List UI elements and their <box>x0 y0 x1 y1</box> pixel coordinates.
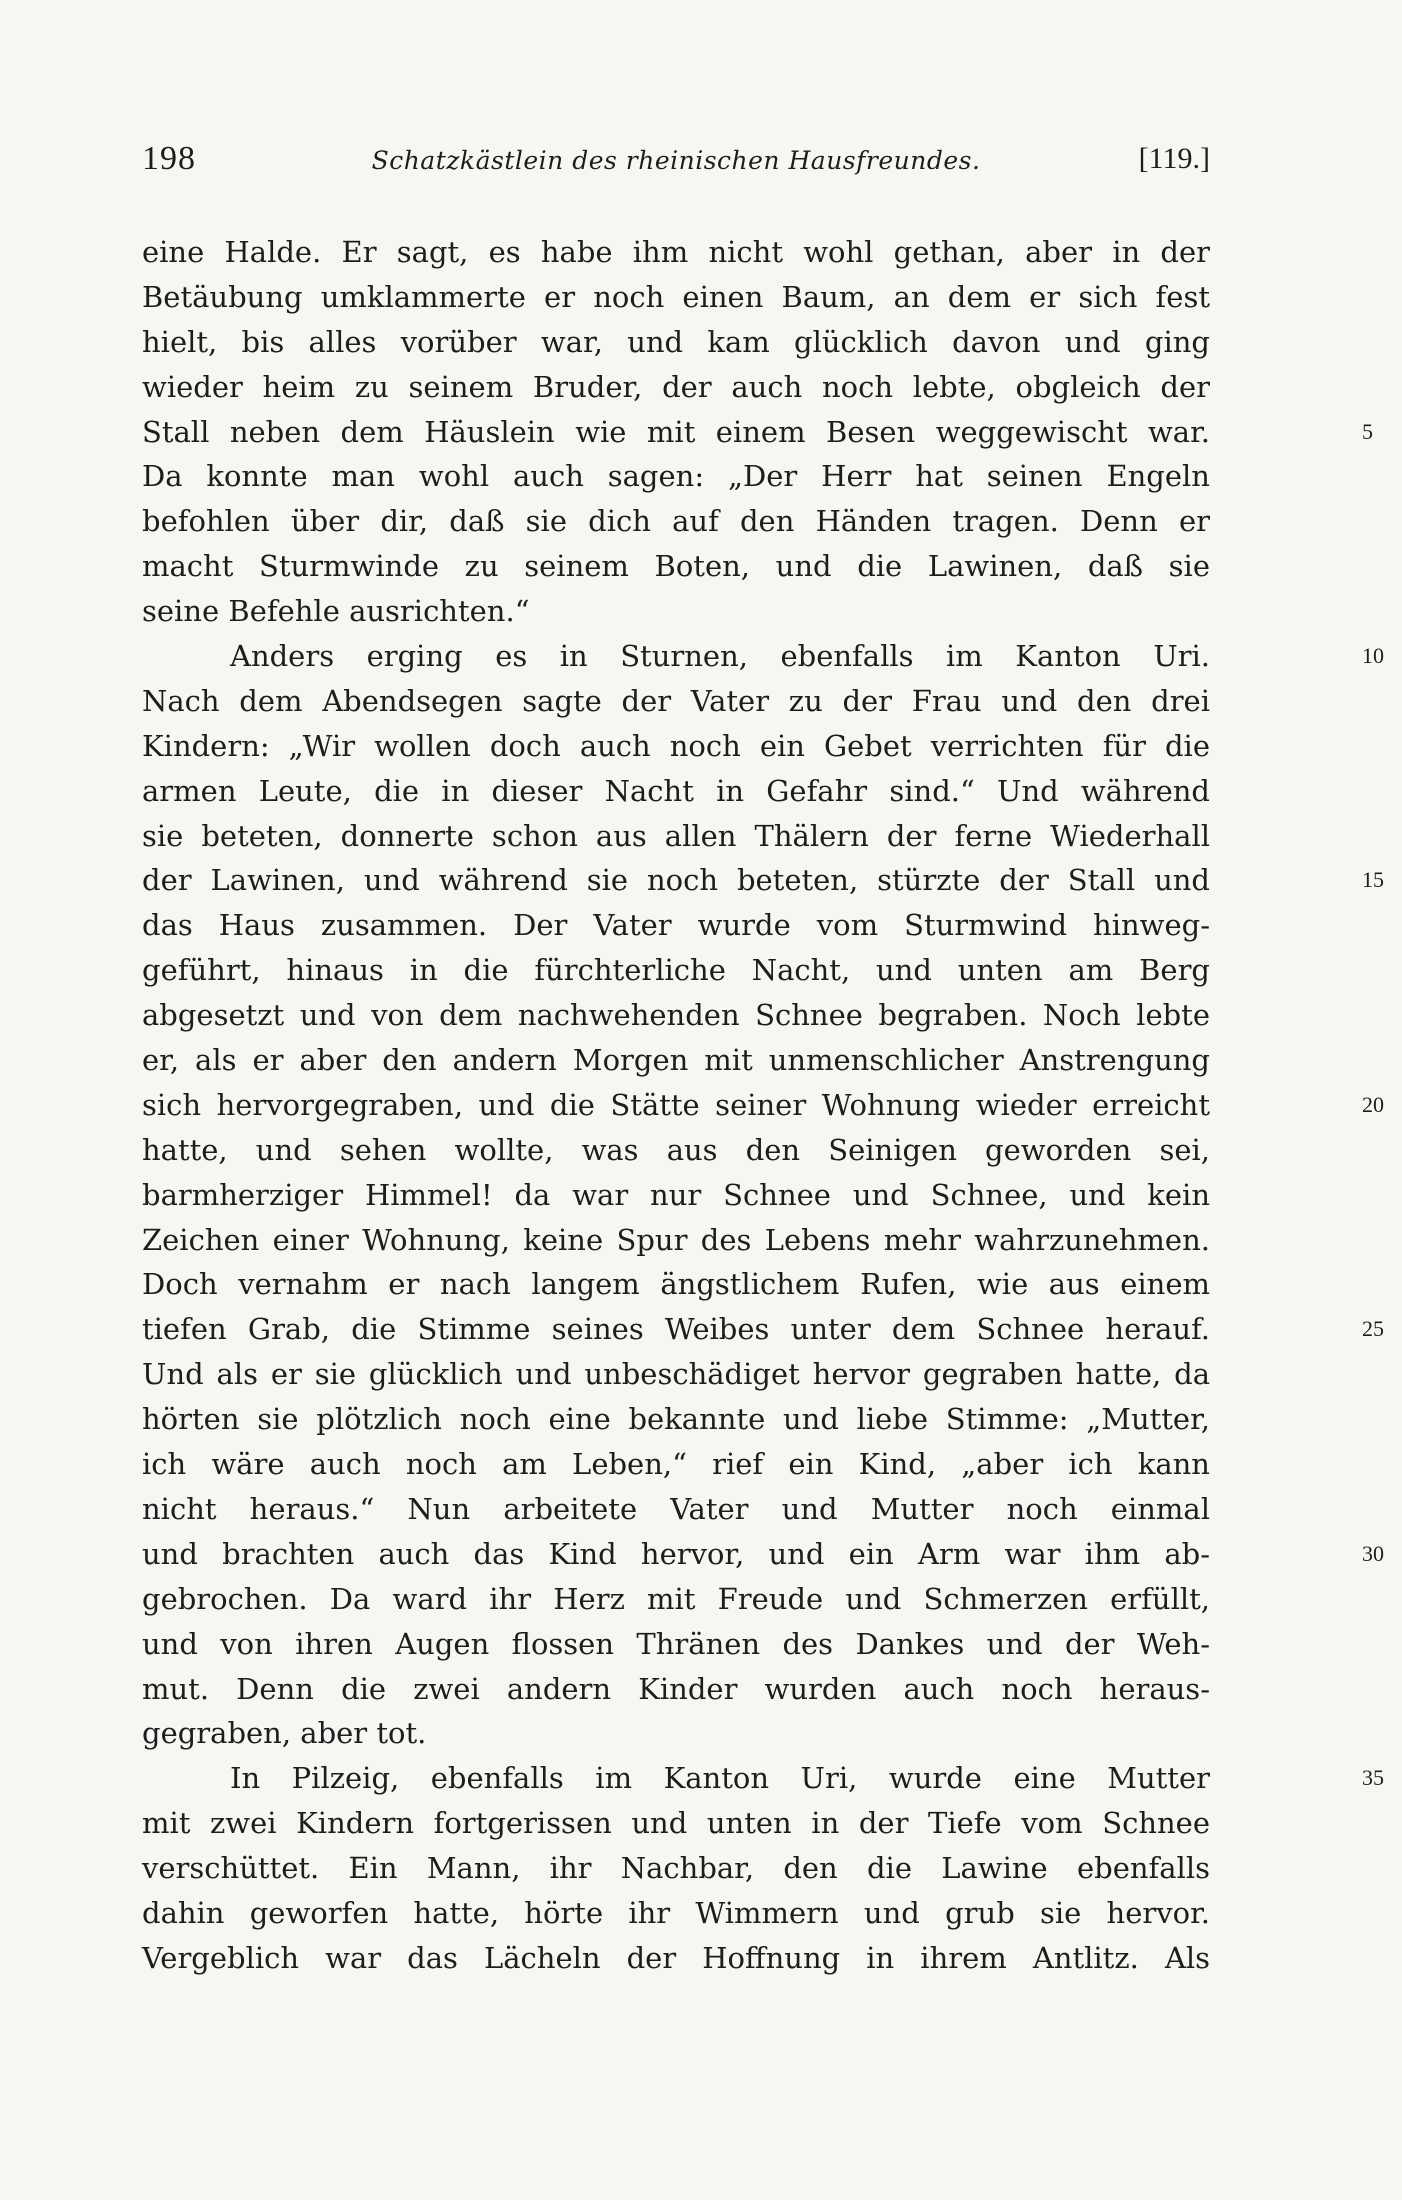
line-number: 25 <box>1362 1316 1384 1342</box>
text-line: gebrochen. Da ward ihr Herz mit Freude und Schmerzen erfüllt, <box>142 1581 1210 1616</box>
text-line: mut. Denn die zwei andern Kinder wurden auch noch heraus- <box>142 1671 1210 1706</box>
text-line: Nach dem Abendsegen sagte der Vater zu der Frau und den drei <box>142 683 1210 718</box>
text-line: Und als er sie glücklich und unbeschädiget hervor gegraben hatte, da <box>142 1357 1210 1392</box>
page-header <box>142 140 1210 182</box>
text-line: armen Leute, die in dieser Nacht in Gefahr sind.“ Und während <box>142 773 1210 808</box>
text-line: gegraben, aber tot. <box>142 1716 427 1751</box>
text-line: und von ihren Augen flossen Thränen des Dankes und der Weh- <box>142 1626 1210 1661</box>
text-line: und brachten auch das Kind hervor, und ein Arm war ihm ab- <box>142 1536 1210 1571</box>
text-line: Anders erging es in Sturnen, ebenfalls im Kanton Uri. <box>230 639 1210 674</box>
line-number: 35 <box>1362 1765 1384 1791</box>
page-number: 198 <box>142 140 196 177</box>
text-line: Betäubung umklammerte er noch einen Baum, an dem er sich fest <box>142 279 1210 314</box>
text-line: barmherziger Himmel! da war nur Schnee und Schnee, und kein <box>142 1177 1210 1212</box>
text-line: Da konnte man wohl auch sagen: „Der Herr hat seinen Engeln <box>142 459 1210 494</box>
text-line: wieder heim zu seinem Bruder, der auch noch lebte, obgleich der <box>142 369 1210 404</box>
text-line: hatte, und sehen wollte, was aus den Seinigen geworden sei, <box>142 1132 1210 1167</box>
line-number: 15 <box>1362 867 1384 893</box>
text-line: hielt, bis alles vorüber war, und kam glücklich davon und ging <box>142 324 1210 359</box>
text-line: Doch vernahm er nach langem ängstlichem Rufen, wie aus einem <box>142 1267 1210 1302</box>
text-line: tiefen Grab, die Stimme seines Weibes unter dem Schnee herauf. <box>142 1312 1210 1347</box>
text-line: mit zwei Kindern fortgerissen und unten in der Tiefe vom Schnee <box>142 1806 1210 1841</box>
text-line: sie beteten, donnerte schon aus allen Thälern der ferne Wiederhall <box>142 818 1210 853</box>
text-line: er, als er aber den andern Morgen mit unmenschlicher Anstrengung <box>142 1043 1210 1078</box>
text-line: dahin geworfen hatte, hörte ihr Wimmern und grub sie hervor. <box>142 1895 1210 1930</box>
text-line: macht Sturmwinde zu seinem Boten, und die Lawinen, daß sie <box>142 549 1210 584</box>
text-line-wrapper <box>142 410 1373 455</box>
text-line-wrapper <box>142 634 1384 679</box>
line-number: 5 <box>1362 418 1373 444</box>
line-number: 30 <box>1362 1540 1384 1566</box>
text-line: Stall neben dem Häuslein wie mit einem Besen weggewischt war. <box>142 414 1210 449</box>
text-line: befohlen über dir, daß sie dich auf den Händen tragen. Denn er <box>142 504 1210 539</box>
text-line: verschüttet. Ein Mann, ihr Nachbar, den die Lawine ebenfalls <box>142 1851 1210 1886</box>
line-number: 20 <box>1362 1091 1384 1117</box>
text-line: nicht heraus.“ Nun arbeitete Vater und Mutter noch einmal <box>142 1491 1210 1526</box>
text-line-wrapper <box>142 1307 1384 1352</box>
section-reference: [119.] <box>1138 142 1210 175</box>
text-line: hörten sie plötzlich noch eine bekannte und liebe Stimme: „Mutter, <box>142 1402 1210 1437</box>
text-line: geführt, hinaus in die fürchterliche Nacht, und unten am Berg <box>142 953 1210 988</box>
text-line: Vergeblich war das Lächeln der Hoffnung in ihrem Antlitz. Als <box>142 1940 1210 1975</box>
text-line-wrapper <box>142 858 1384 903</box>
text-line: ich wäre auch noch am Leben,“ rief ein Kind, „aber ich kann <box>142 1447 1210 1482</box>
text-line: seine Befehle ausrichten.“ <box>142 594 530 629</box>
body-text <box>142 230 1384 1981</box>
line-number: 10 <box>1362 643 1384 669</box>
running-title: Schatzkästlein des rheinischen Hausfreundes. <box>371 146 981 175</box>
text-line: das Haus zusammen. Der Vater wurde vom Sturmwind hinweg- <box>142 908 1210 943</box>
text-line: Zeichen einer Wohnung, keine Spur des Lebens mehr wahrzunehmen. <box>142 1222 1210 1257</box>
text-line: der Lawinen, und während sie noch beteten, stürzte der Stall und <box>142 863 1210 898</box>
text-line-wrapper <box>142 1083 1384 1128</box>
text-line: eine Halde. Er sagt, es habe ihm nicht wohl gethan, aber in der <box>142 235 1210 269</box>
text-line-wrapper <box>142 1532 1384 1577</box>
text-line: abgesetzt und von dem nachwehenden Schnee begraben. Noch lebte <box>142 998 1210 1033</box>
text-line: sich hervorgegraben, und die Stätte seiner Wohnung wieder erreicht <box>142 1087 1210 1122</box>
text-line: In Pilzeig, ebenfalls im Kanton Uri, wurde eine Mutter <box>230 1761 1210 1796</box>
text-line: Kindern: „Wir wollen doch auch noch ein Gebet verrichten für die <box>142 728 1210 763</box>
text-line-wrapper <box>142 1756 1384 1801</box>
